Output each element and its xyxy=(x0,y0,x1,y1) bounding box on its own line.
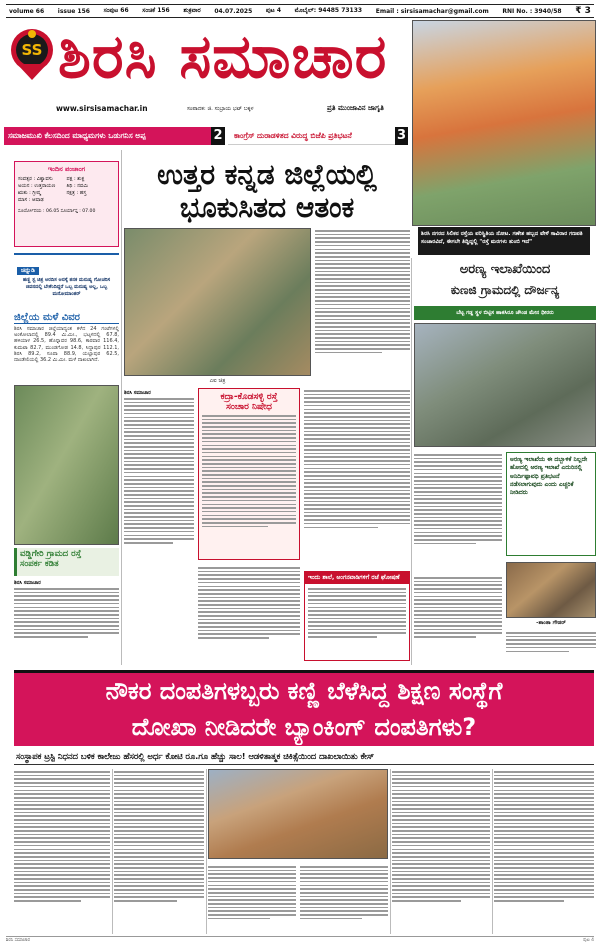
landslide-photo xyxy=(124,228,311,376)
road-photo xyxy=(412,20,596,226)
forest-subhead: ಬೆಟ್ಟ ಗಡ್ಡ ಸ್ಥಳ ಬಿಟ್ಟಿಸ ಹಾಕಸಿರೂ ಜೌಂಡ ಮೇನ ಧೀರರು xyxy=(414,306,596,320)
holiday-box xyxy=(304,571,410,661)
lead-headline: ಉತ್ತರ ಕನ್ನಡ ಜಿಲ್ಲೆಯಲ್ಲಿ ಭೂಕುಸಿತದ ಆತಂಕ xyxy=(157,158,377,224)
logo-emblem xyxy=(9,24,55,82)
teaser-1[interactable] xyxy=(4,127,219,145)
panchanga-row: ಸಂವತ್ಸರ : ವಿಶ್ವಾವಸು xyxy=(18,176,53,182)
bottom-col-4 xyxy=(300,864,388,934)
footer-bar xyxy=(6,936,594,943)
sun-times: ಸೂರ್ಯೋದಯ : 06.05 ಸೂರ್ಯಾಸ್ತ : 07.00 xyxy=(18,209,96,214)
samputa: ಸಂಪುಟ 66 xyxy=(103,7,129,14)
masthead-title: ಶಿರಸಿ ಸಮಾಚಾರ xyxy=(58,22,388,92)
volume: volume 66 xyxy=(9,7,45,15)
email: Email : sirsisamachar@gmail.com xyxy=(375,7,489,15)
issue: issue 156 xyxy=(57,7,90,15)
website: www.sirsisamachar.in xyxy=(56,104,148,113)
road-photo-caption xyxy=(418,227,590,255)
footer-page: ಪುಟ 4 xyxy=(583,938,594,943)
panchanga-box xyxy=(14,161,119,247)
motto: ಪ್ರತಿ ಮುಂಜಾವಿನ ಜಾಗೃತಿ xyxy=(327,104,384,112)
bottom-col-6 xyxy=(494,769,594,934)
forest-headline: ಅರಣ್ಯ ಇಲಾಖೆಯಿಂದ ಕುಣಜಿ ಗ್ರಾಮದಲ್ಲಿ ದೌರ್ಜನ್ಯ xyxy=(450,262,560,297)
panchanga-row: ಪಕ್ಷ : ಶುಕ್ಲ xyxy=(66,176,85,182)
panchanga-row: ತಿಥಿ : ನವಮಿ xyxy=(66,183,89,189)
sanchike: ಸಂಚಿಕೆ 156 xyxy=(142,7,170,14)
column-rule xyxy=(206,769,207,934)
chinnudi-box xyxy=(14,253,119,307)
column-rule xyxy=(492,769,493,934)
schoolkids-photo xyxy=(14,385,119,545)
column-rule xyxy=(390,769,391,934)
bottom-col-5 xyxy=(392,769,490,934)
bottom-col-3 xyxy=(208,864,296,934)
kadra-box: ಕದ್ರಾ-ಕೊಡಸಳ್ಳಿ ರಸ್ತೆ ಸಂಚಾರ ನಿಷೇಧ xyxy=(198,388,300,560)
rni: RNI No. : 3940/58 xyxy=(502,7,562,15)
price: ₹ 3 xyxy=(575,6,591,16)
college-photo xyxy=(208,769,388,859)
forest-quote-box xyxy=(506,452,596,556)
teaser-1-page: 2 xyxy=(211,127,225,145)
chinnudi-title: ಚಿನ್ನುಡಿ xyxy=(17,267,39,275)
forest-photo xyxy=(414,323,596,447)
waddi-headline: ವಡ್ಡಿಗೇರಿ ಗ್ರಾಮದ ರಸ್ತೆ ಸಂಪರ್ಕ ಕಡಿತ xyxy=(14,548,119,576)
footer-paper: ಶಿರಸಿ ಸಮಾಚಾರ xyxy=(6,938,30,943)
lead-lower-col xyxy=(198,565,300,660)
column-rule xyxy=(411,258,412,665)
page-count: ಪುಟ 4 xyxy=(265,7,281,14)
panchanga-row: ಋತು : ಗ್ರೀಷ್ಮ xyxy=(18,190,41,196)
forest-col-3 xyxy=(506,630,596,661)
waddi-body xyxy=(14,580,119,660)
editor-line: ಸಂಪಾದಕ: ಜಿ. ಸುಬ್ರಾಯ ಭಟ್ ಬಕ್ಕಳ xyxy=(187,106,254,112)
teaser-2-page: 3 xyxy=(396,128,407,143)
weekday: ಶುಕ್ರವಾರ xyxy=(183,7,201,14)
lead-col-3 xyxy=(304,388,410,568)
chinnudi-text: ಹಣ್ಣಿ ಸ್ಟ ಚಿತ್ರ ಅರದಿಸ ಅರಸ್ಕೆ ತನಕ ಮನುಷ್ಯ ಗೋಚರಿಸ ಜಿವನದಲ್ಲಿ ಬೇಕೆಂದಿದ್ದರೆ ಒಬ್ಬ ಮನುಷ್ಯ ಅಲ್ಲ, ಒಬ್ಬ ಮನೋಮಾಂತರ್ xyxy=(22,277,111,297)
big-banner xyxy=(14,670,594,746)
banner-line-2: ದೋಖಾ ನೀಡಿದರೇ ಬ್ಯಾಂಕಿಂಗ್ ದಂಪತಿಗಳು? xyxy=(131,713,477,741)
road-photo-caption-text: ಶಿರಸಿ ನಗರದ ಸಿಲಿಕನ ರಸ್ತೆಯ ಪರಿಸ್ಥಿತಿಯ ನೋಟ. ಗಣೇಶ ಹಬ್ಬದ ವೇಳೆ ಸಾವಿರಾರ ಗಣಪತಿ ಸಂಚಾರವಿದೆ, ಈಗಲೇ ತಿದ್ದಿದ್ದಲ್ಲಿ "ರಸ್ತೆ ಮರಗಳು ತುಂಬಿ ಇದೆ" xyxy=(421,231,583,245)
banner-line-1: ನೌಕರ ದಂಪತಿಗಳಬ್ಬರು ಕಣ್ಣಿ ಬೆಳೆಸಿದ್ದ ಶಿಕ್ಷಣ ಸಂಸ್ಥೆಗೆ xyxy=(105,677,503,705)
panchanga-row: ಮಾಸ : ಆಷಾಢ xyxy=(18,197,44,203)
quote-author: -ಶಾಂತಾ ಗೌಡರ್ xyxy=(536,620,566,626)
bottom-strip: ಸಂಸ್ಥಾಪಕ ಟ್ರಸ್ಟಿ ನಿಧನದ ಬಳಿಕ ಕಾಲೇಜು ಹೆಸರಲ್ಲಿ ಅರ್ಧ ಕೋಟಿ ರೂ.ಗೂ ಹೆಚ್ಚು ಸಾಲ! ಆಡಳಿತಾತ್ಮಕ ಚಿಕಿತ್ಸೆಯಿಂದ ದಾಖಲಾಯಿತು ಕೇಸ್ xyxy=(14,747,594,765)
column-rule xyxy=(112,769,113,934)
quote-author-photo xyxy=(506,562,596,618)
panchanga-row: ಅಯನ : ಉತ್ತರಾಯಣ xyxy=(18,183,56,189)
rain-box xyxy=(14,312,119,382)
lead-col-right xyxy=(315,228,410,378)
teaser-2-text: ಕಾಂಗ್ರೆಸ್ ದುರಾಡಳಿತದ ವಿರುದ್ಧ ಬಿಜೆಪಿ ಪ್ರತಿಭಟನೆ xyxy=(234,131,352,140)
logo-letters: SS xyxy=(21,41,43,59)
rain-title: ಜಿಲ್ಲೆಯ ಮಳೆ ವಿವರ xyxy=(14,312,119,324)
forest-col-1 xyxy=(414,452,502,572)
lead-byline: ಶಿರಸಿ ಸಮಾಚಾರ xyxy=(124,390,151,396)
panchanga-row: ನಕ್ಷತ್ರ : ಹಸ್ತ xyxy=(66,190,87,196)
lead-col-1 xyxy=(124,390,194,576)
forest-col-2 xyxy=(414,575,502,661)
landslide-photo-caption: ಎಐ ಚಿತ್ರ xyxy=(209,378,226,384)
holiday-headline: ಇಂದು ಶಾಲೆ, ಅಂಗನವಾಡಿಗಳಿಗೆ ರಜೆ ಘೋಷಣೆ xyxy=(305,572,409,584)
date: 04.07.2025 xyxy=(214,7,253,15)
teaser-1-text: ಸಮಾಜಮುಖಿ ಕೆಲಸದಿಂದ ಮಾಧ್ಯಮಗಳು ಒಡುಗನಿಸ ಅಪ್ಪ xyxy=(8,131,146,140)
teaser-2[interactable] xyxy=(228,127,404,145)
rain-text: ಶಿರಸಿ ಸಮಾಚಾರ ಜಿಲ್ಲೆಯಾದ್ಯಂತ ಕಳೆದ 24 ಗಂಟೆಗಳಲ್ಲಿ ಅಂಕೋಲಾದಲ್ಲಿ 89.4 ಮಿ.ಮೀ., ಭಟ್ಕಳದಲ್ಲಿ 67.8, ಹಳಿಯಾಳ 26.5, ಹೊನ್ನಾವರ 98.6, ಕಾರವಾರ 116.4, ಕುಮಟಾ 82.7, ಮುಂಡಗೋಡ 14.8, ಸಿದ್ದಾಪುರ 112.1, ಶಿರಸಿ 89.2, ಸೂಪಾ 88.9, ಯಲ್ಲಾಪುರ 62.5, ದಾಂಡೇಲಿಯಲ್ಲಿ 36.2 ಮಿ.ಮೀ. ಮಳೆ ದಾಖಲಾಗಿದೆ. xyxy=(14,326,119,364)
column-rule xyxy=(121,150,122,665)
bottom-col-2 xyxy=(114,769,204,934)
top-info-bar xyxy=(6,4,594,18)
waddi-byline: ಶಿರಸಿ ಸಮಾಚಾರ xyxy=(14,580,41,586)
phone: ಮೊಬೈಲ್: 94485 73133 xyxy=(294,7,363,14)
forest-quote: ಅರಣ್ಯ ಇಲಾಖೆಯ ಈ ದಬ್ಬಾಳಿಕೆ ನಿಲ್ಲದೇ ಹೋದಲ್ಲಿ ಅರಣ್ಯ ಇಲಾಖೆ ಎದುರಿನಲ್ಲಿ ಅನಿರ್ದಿಷ್ಟಾವಧಿ ಪ್ರತಿಭಟನೆ ನಡೆಸಲಾಗುವುದು ಎಂದು ಎಚ್ಚರಿಕೆ ನೀಡಿದರು xyxy=(510,456,588,497)
bottom-col-1 xyxy=(14,769,110,934)
panchanga-title: ಇಂದಿನ ಪಂಚಾಂಗ xyxy=(47,165,86,173)
